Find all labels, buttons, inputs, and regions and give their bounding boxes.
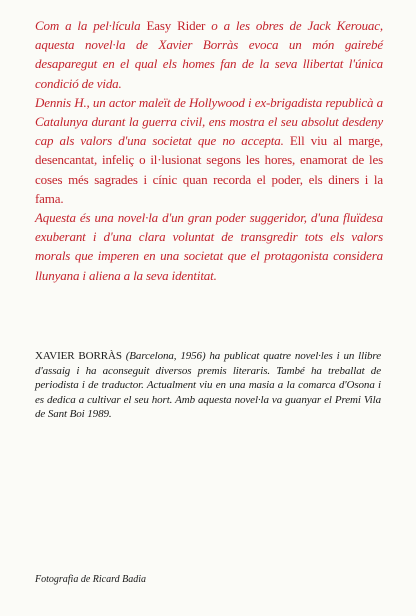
film-title: Easy Rider <box>146 18 206 33</box>
cover-blurb <box>35 16 383 285</box>
blurb-p1-end: o a les obres de Jack Kerouac, aquesta novel·la de Xavier Borràs evoca un món gairebé desaparegut en el qual els homes fan de la seva llibertat l'única condició de vida. <box>35 18 383 91</box>
blurb-paragraph-2 <box>35 93 383 208</box>
author-bio <box>35 349 381 422</box>
blurb-paragraph-3: Aquesta és una novel·la d'un gran poder suggeridor, d'una fluïdesa exuberant i d'una clara voluntat de transgredir tots els valors morals que imperen en una societat que el protagonista considera llunyana i aliena a la seva identitat. <box>35 210 383 283</box>
author-bio-text: (Barcelona, 1956) ha publicat quatre novel·les i un llibre d'assaig i ha aconseguit diversos premis literaris. També ha treballat de periodista i de traductor. Actualment viu en una masia a la comarca d'Osona i es dedica a cultivar el seu hort. Amb aquesta novel·la va guanyar el Premi Vila de Sant Boi 1989. <box>35 350 381 421</box>
blurb-p1-start: Com a la pel·lícula <box>35 18 147 33</box>
photo-credit: Fotografia de Ricard Badia <box>35 574 147 585</box>
blurb-p2-start: Dennis H., un actor maleït de Hollywood i ex-brigadista republicà a Catalunya durant la guerra civil, ens mostra el seu absolut desdeny cap als valors d'una societat que no accepta. <box>35 94 383 149</box>
blurb-p2-upright: Ell viu al marge, desencantat, infeliç o il·lusionat segons les hores, enamorat de les coses més sagrades i cínic quan recorda el poder, els diners i la fama. <box>35 133 384 206</box>
author-name: XAVIER BORRÀS <box>35 350 122 362</box>
blurb-paragraph-1 <box>35 16 383 93</box>
